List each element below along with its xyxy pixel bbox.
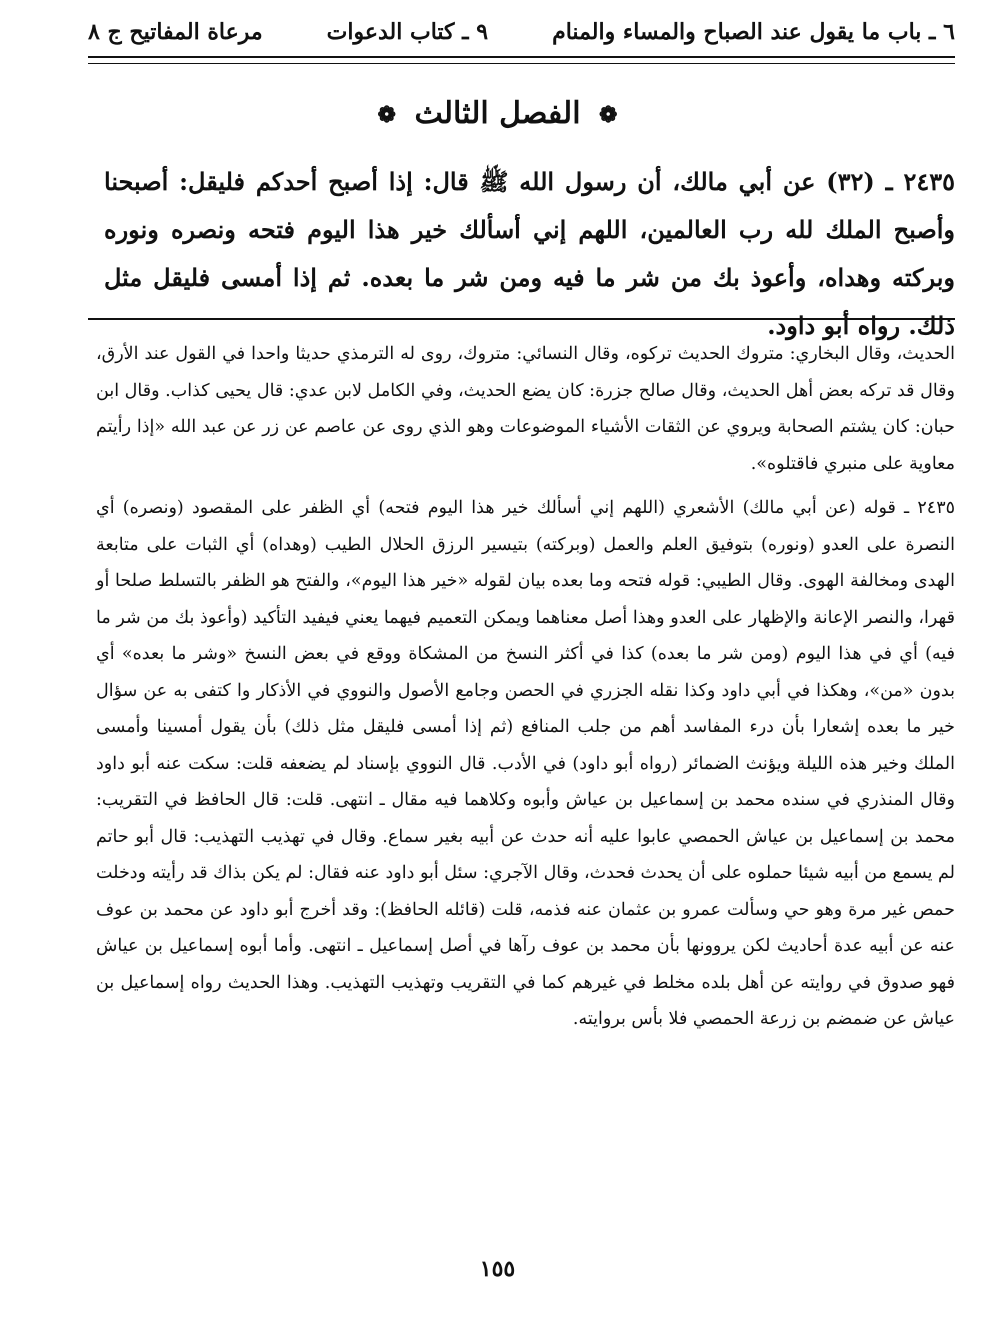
ornament-right-icon: ❁ [599, 102, 618, 128]
commentary-block [96, 336, 955, 1038]
commentary-paragraph-2: ٢٤٣٥ ـ قوله (عن أبي مالك) الأشعري (اللهم إني أسألك خير هذا اليوم فتحه) أي الظفر على المقصود (ونصره) أي النصرة على العدو (ونوره) بتوفيق العلم والعمل (وبركته) بتيسير الرزق الحلال الطيب (وهداه) أي الثبات على متابعة الهدى ومخالفة الهوى. وقال الطيبي: قوله فتحه وما بعده بيان لقوله «خير هذا اليوم»، والفتح هو الظفر بالتسلط صلحا أو قهرا، والنصر الإعانة والإظهار على العدو وهذا أصل معناهما ويمكن التعميم فيهما يعني فيفيد التأكيد (وأعوذ بك من شر ما فيه) أي في هذا اليوم (ومن شر ما بعده) كذا في أكثر النسخ من المشكاة ووقع في بعض النسخ «وشر ما بعده» أي بدون «من»، وهكذا في أبي داود وكذا نقله الجزري في الحصن وجامع الأصول والنووي في الأذكار وا كتفى به عن سؤال خير ما بعده إشعارا بأن درء المفاسد أهم من جلب المنافع (ثم إذا أمسى فليقل مثل ذلك) بأن يقول أمسينا وأمسى الملك وخير هذه الليلة ويؤنث الضمائر (رواه أبو داود) في الأدب. قال النووي بإسناد لم يضعفه قلت: سكت عنه أبو داود وقال المنذري في سنده محمد بن إسماعيل بن عياش وأبوه وكلاهما فيه مقال ـ انتهى. قلت: قال الحافظ في التقريب: محمد بن إسماعيل بن عياش الحمصي عابوا عليه أنه حدث عن أبيه بغير سماع. وقال في تهذيب التهذيب: قال أبو حاتم لم يسمع من أبيه شيئا حملوه على أن يحدث فحدث، وقال الآجري: سئل أبو داود عنه فقال: لم يكن بذاك قد رأيته ودخلت حمص غير مرة وهو حي وسألت عمرو بن عثمان عنه فذمه، قلت (قائله الحافظ): وقد أخرج أبو داود عن محمد بن عوف عنه عن أبيه عدة أحاديث لكن يروونها بأن محمد بن عوف رآها في أصل إسماعيل ـ انتهى. وأما أبوه إسماعيل بن عياش فهو صدوق في روايته عن أهل بلده مخلط في غيرهم كما في التقريب وتهذيب التهذيب. وهذا الحديث رواه إسماعيل بن عياش عن ضمضم بن زرعة الحمصي فلا بأس بروايته. [96, 498, 955, 1029]
commentary-paragraph-1: الحديث، وقال البخاري: متروك الحديث تركوه، وقال النسائي: متروك، روى له الترمذي حديثا واحدا في القول عند الأرق، وقال قد تركه بعض أهل الحديث، وقال صالح جزرة: كان يضع الحديث، وفي الكامل لابن عدي: قال يحيى كذاب. وقال ابن حبان: كان يشتم الصحابة ويروي عن الثقات الأشياء الموضوعات وهو الذي روى عن عاصم عن زر عن عبد الله «إذا رأيتم معاوية على منبري فاقتلوه». [96, 344, 955, 474]
header-book-title: مرعاة المفاتيح ج ٨ [88, 19, 263, 45]
paragraph-gap [96, 482, 955, 490]
header-divider [88, 56, 955, 64]
hadith-text-block [104, 158, 955, 350]
footnote-divider [88, 318, 955, 320]
section-title-text: الفصل الثالث [414, 96, 581, 131]
running-header [88, 14, 955, 50]
section-heading [0, 96, 995, 131]
ornament-left-icon: ❁ [377, 102, 396, 128]
header-bab: ٦ ـ باب ما يقول عند الصباح والمساء والمنام [552, 19, 955, 45]
hadith-paragraph: ٢٤٣٥ ـ (٣٢) عن أبي مالك، أن رسول الله ﷺ قال: إذا أصبح أحدكم فليقل: أصبحنا وأصبح الملك لله رب العالمين، اللهم إني أسألك خير هذا اليوم فتحه ونصره ونوره وبركته وهداه، وأعوذ بك من شر ما فيه ومن شر ما بعده. ثم إذا أمسى فليقل مثل ذلك. رواه أبو داود. [104, 167, 955, 340]
header-kitab: ٩ ـ كتاب الدعوات [326, 19, 489, 45]
page-number: ١٥٥ [479, 1256, 516, 1282]
